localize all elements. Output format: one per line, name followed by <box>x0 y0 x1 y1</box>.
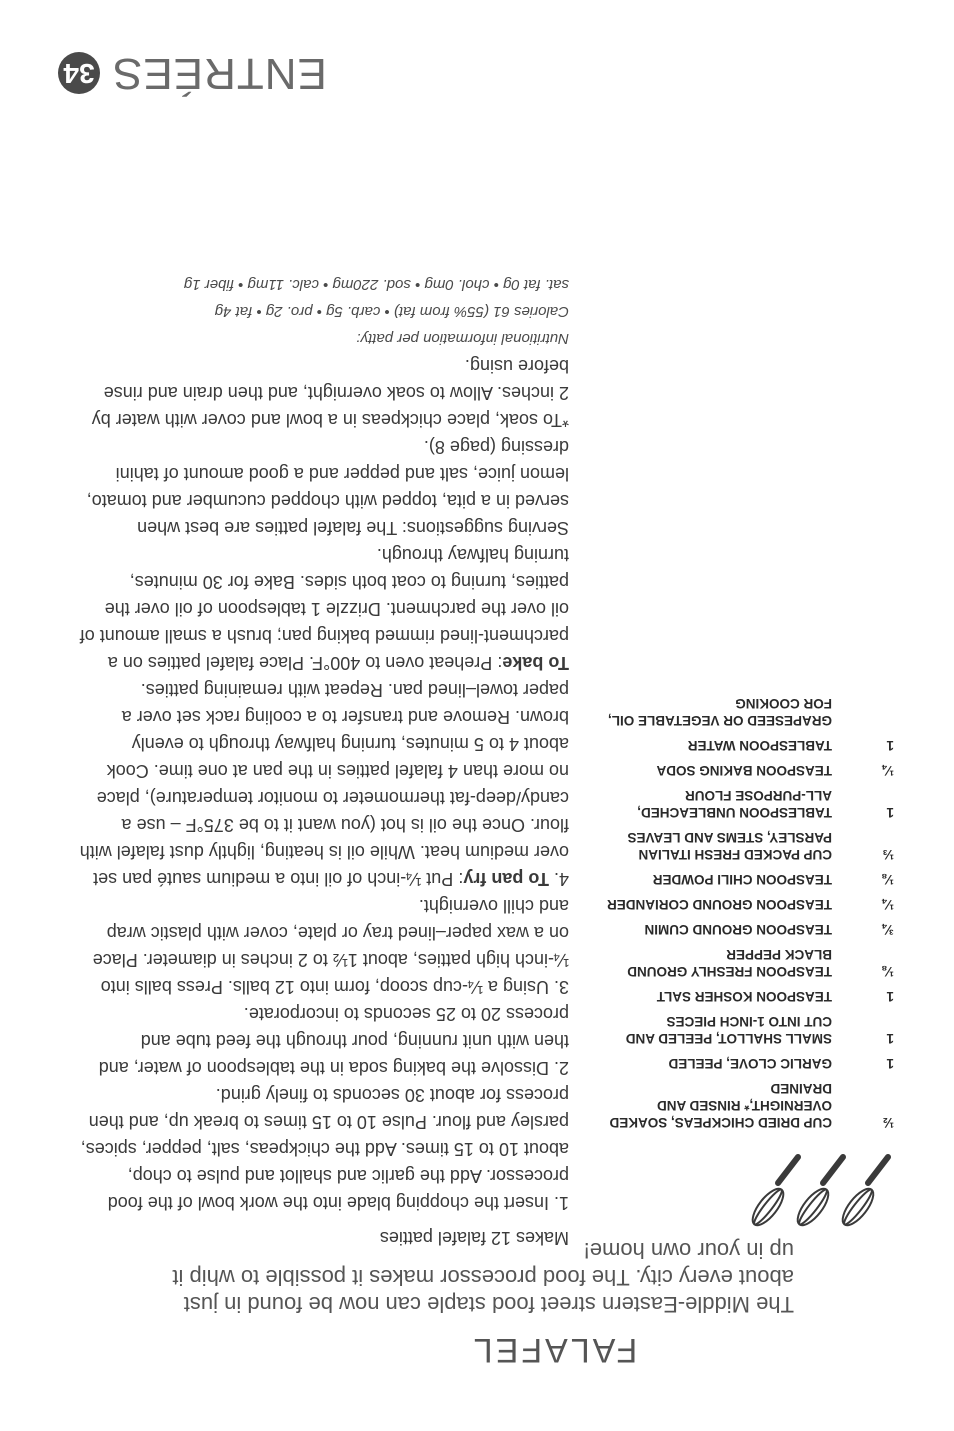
bake-text: : Preheat oven to 400°F. Place falafel patties on a parchment-lined rimmed baking pan; brush a small amount of oil over the parchment. Drizzle 1 tablespoon of oil over the patties, turning to coat both sides. Bake for 30 minutes, turning halfway through. <box>79 545 569 673</box>
step-1: 1. Insert the chopping blade into the work bowl of the food processor. Add the garlic and shallot and pulse to chop, about 10 to 15 times. Add the chickpeas, salt, pepper, spices, parsley and flour. Pulse 10 to 15 times to break up, and then process for about 30 seconds to finely grind. <box>80 1085 569 1213</box>
ingredient-row <box>604 1013 894 1047</box>
ingredient-row <box>604 1055 894 1072</box>
ingredient-desc: TEASPOON BAKING SODA <box>656 763 832 778</box>
ingredient-qty: ⅛ <box>882 964 894 979</box>
ingredient-desc: TEASPOON GROUND CORIANDER <box>606 897 832 912</box>
ingredient-qty: 1 <box>886 1056 894 1071</box>
nutrition-heading: Nutritional information per patty: <box>356 330 569 347</box>
ingredient-qty: ⅛ <box>882 872 894 887</box>
ingredient-qty <box>832 695 894 729</box>
ingredient-desc: TABLESPOON WATER <box>687 738 832 753</box>
ingredient-row <box>604 988 894 1005</box>
step-4-number: 4. <box>548 869 569 889</box>
ingredient-qty: ¼ <box>882 763 894 778</box>
whisk-icon <box>746 1151 896 1231</box>
nutrition-line-2: sat. fat 0g • chol. 0mg • sod. 220mg • calc. 11mg • fiber 1g <box>183 276 569 293</box>
ingredient-desc: TABLESPOON UNBLEACHED, ALL-PURPOSE FLOUR <box>637 788 832 820</box>
step-3: 3. Using a ¼-cup scoop, form into 12 balls. Press balls into ¼-inch high patties, about 1½ to 2 inches in diameter. Place on a wax paper–lined tray or plate, cover with plastic wrap and chill overnight. <box>92 896 569 997</box>
ingredient-desc: TEASPOON CHILI POWDER <box>652 872 832 887</box>
ingredient-row <box>604 829 894 863</box>
ingredient-qty: ½ <box>882 1115 894 1130</box>
ingredient-desc: GRAPESEED OR VEGETABLE OIL, FOR COOKING <box>607 696 832 728</box>
ingredient-row <box>604 737 894 754</box>
serving-suggestions: Serving suggestions: The falafel patties are best when served in a pita, topped with chopped cucumber and tomato, lemon juice, salt and pepper and a good amount of tahini dressing (page 8). <box>86 437 569 538</box>
recipe-title-block <box>154 1237 794 1369</box>
ingredient-desc: CUP DRIED CHICKPEAS, SOAKED OVERNIGHT,* RINSED AND DRAINED <box>609 1081 832 1130</box>
step-4-text: : Put ¼-inch of oil into a medium sauté pan set over medium heat. While oil is heating, lightly dust falafel with flour. Once the oil is hot (you want it to be 375°F – use a candy/deep-fat thermometer to monitor temperature), place no more than 4 falafel patties in the pan at one time. Cook about 4 to 5 minutes, turning halfway through to evenly brown. Remove and transfer to a cooling rack set over a paper towel–lined pan. Repeat with remaining patties. <box>79 680 569 889</box>
ingredient-qty: 1 <box>886 738 894 753</box>
step-4 <box>79 676 569 892</box>
ingredient-row <box>604 921 894 938</box>
ingredient-qty: 1 <box>886 989 894 1004</box>
ingredient-qty: 1 <box>886 1031 894 1046</box>
ingredient-desc: TEASPOON KOSHER SALT <box>656 989 832 1004</box>
ingredients-list <box>604 687 894 1131</box>
bake-heading: To bake <box>502 653 569 673</box>
ingredient-desc: GARLIC CLOVE, PEELED <box>668 1056 832 1071</box>
soak-note: *To soak, place chickpeas in a bowl and cover with water by 2 inches. Allow to soak overnight, and then drain and rinse before using. <box>91 356 569 430</box>
ingredient-row <box>604 1080 894 1131</box>
nutrition-info <box>79 271 569 352</box>
ingredient-desc: CUP PACKED FRESH ITALIAN PARSLEY, STEMS AND LEAVES <box>627 830 832 862</box>
ingredient-qty: ¾ <box>882 922 894 937</box>
recipe-yield: Makes 12 falafel patties <box>379 1228 569 1248</box>
ingredient-row <box>604 695 894 729</box>
ingredient-qty: 1 <box>886 805 894 820</box>
ingredient-desc: TEASPOON FRESHLY GROUND BLACK PEPPER <box>627 947 832 979</box>
ingredient-row <box>604 946 894 980</box>
ingredient-row <box>604 762 894 779</box>
ingredient-row <box>604 871 894 888</box>
method-column <box>79 271 569 1251</box>
ingredient-row <box>604 787 894 821</box>
step-2: 2. Dissolve the baking soda in the tablespoon of water, and then with unit running, pour through the feed tube and process 20 to 25 seconds to incorporate. <box>98 1004 569 1078</box>
recipe-title: FALAFEL <box>470 1331 638 1369</box>
page-footer <box>58 48 327 98</box>
ingredient-desc: SMALL SHALLOT, PEELED AND CUT INTO 1-INCH PIECES <box>625 1014 832 1046</box>
nutrition-line-1: Calories 61 (55% from fat) • carb. 5g • pro. 2g • fat 4g <box>214 303 569 320</box>
ingredient-desc: TEASPOON GROUND CUMIN <box>644 922 832 937</box>
ingredient-qty: ⅓ <box>882 847 894 862</box>
section-title: ENTRÉES <box>112 49 327 98</box>
recipe-intro: The Middle-Eastern street food staple can now be found in just about every city. The food processor makes it possible to whip it up in your own home! <box>172 1238 794 1317</box>
ingredient-qty: ¼ <box>882 897 894 912</box>
page-number-badge: 34 <box>58 52 100 94</box>
step-4-heading: To pan fry <box>463 869 549 889</box>
bake-instructions <box>79 541 569 676</box>
ingredient-row <box>604 896 894 913</box>
